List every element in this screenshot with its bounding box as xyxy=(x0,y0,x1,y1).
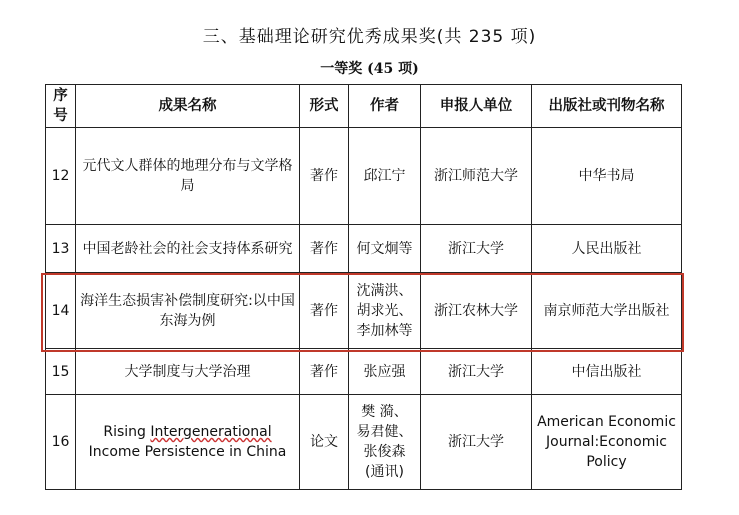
table-header-row xyxy=(46,85,682,128)
header-unit: 申报人单位 xyxy=(421,85,532,128)
header-author: 作者 xyxy=(349,85,421,128)
row-publisher: 中信出版社 xyxy=(532,349,682,395)
row-publisher: 人民出版社 xyxy=(532,225,682,273)
row-form: 著作 xyxy=(300,349,349,395)
awards-table xyxy=(45,84,682,490)
publisher-line: Journal:Economic xyxy=(546,434,667,450)
table-row-highlighted xyxy=(46,273,682,349)
row-name: 大学制度与大学治理 xyxy=(76,349,300,395)
publisher-line: American Economic xyxy=(537,414,676,430)
author-line: 沈满洪、 xyxy=(356,282,413,299)
table-row xyxy=(46,395,682,490)
table-row xyxy=(46,128,682,225)
row-no: 15 xyxy=(46,349,76,395)
row-name: 中国老龄社会的社会支持体系研究 xyxy=(76,225,300,273)
row-name: 元代文人群体的地理分布与文学格局 xyxy=(76,128,300,225)
row-no: 12 xyxy=(46,128,76,225)
author-line: 易君健、 xyxy=(356,424,413,440)
publisher-line: Policy xyxy=(586,454,627,470)
award-grade-subtitle: 一等奖 (45 项) xyxy=(320,61,419,77)
row-no: 13 xyxy=(46,225,76,273)
author-line: 樊 漪、 xyxy=(361,404,408,420)
header-no: 序号 xyxy=(46,85,76,128)
row-unit: 浙江农林大学 xyxy=(421,273,532,349)
author-line: 李加林等 xyxy=(356,322,413,339)
row-author: 张应强 xyxy=(349,349,421,395)
row-publisher: 中华书局 xyxy=(532,128,682,225)
header-form: 形式 xyxy=(300,85,349,128)
table-row xyxy=(46,225,682,273)
underlined-word: Intergenerational xyxy=(150,424,272,440)
row-publisher xyxy=(532,395,682,490)
header-publisher: 出版社或刊物名称 xyxy=(532,85,682,128)
row-name: Rising Intergenerational Income Persistence in China xyxy=(76,395,300,490)
row-no: 16 xyxy=(46,395,76,490)
author-line: (通讯) xyxy=(365,464,404,480)
row-form: 著作 xyxy=(300,273,349,349)
row-unit: 浙江大学 xyxy=(421,349,532,395)
row-unit: 浙江大学 xyxy=(421,225,532,273)
row-form: 论文 xyxy=(300,395,349,490)
row-publisher: 南京师范大学出版社 xyxy=(532,273,682,349)
row-unit: 浙江大学 xyxy=(421,395,532,490)
row-author: 何文炯等 xyxy=(349,225,421,273)
header-name: 成果名称 xyxy=(76,85,300,128)
row-form: 著作 xyxy=(300,225,349,273)
row-author xyxy=(349,273,421,349)
row-unit: 浙江师范大学 xyxy=(421,128,532,225)
row-author xyxy=(349,395,421,490)
author-line: 胡求光、 xyxy=(356,302,413,319)
author-line: 张俊森 xyxy=(363,444,406,460)
row-form: 著作 xyxy=(300,128,349,225)
table-row xyxy=(46,349,682,395)
row-author: 邱江宁 xyxy=(349,128,421,225)
section-title: 三、基础理论研究优秀成果奖(共 235 项) xyxy=(202,27,537,47)
row-name: 海洋生态损害补偿制度研究:以中国东海为例 xyxy=(76,273,300,349)
row-no: 14 xyxy=(46,273,76,349)
